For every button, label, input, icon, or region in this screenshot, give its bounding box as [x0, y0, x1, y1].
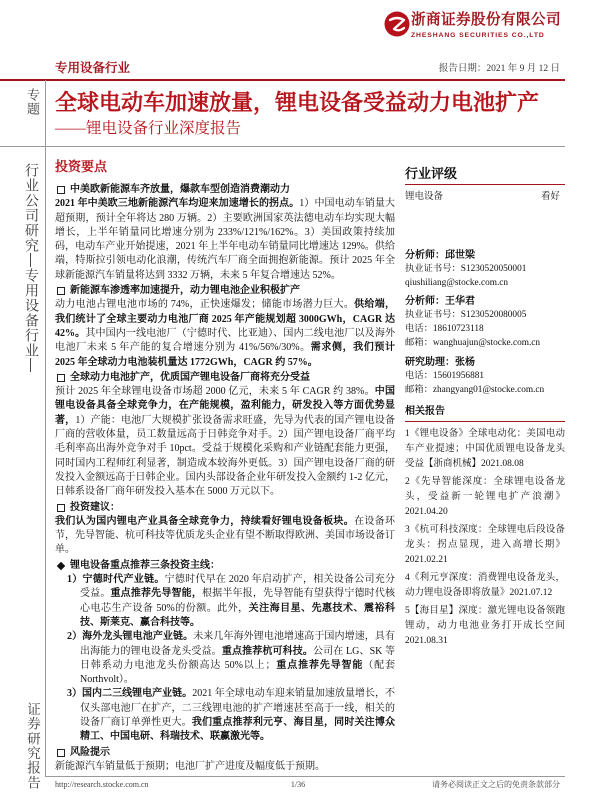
- body-text: 预计 2025 年全球锂电设备市场超 2000 亿元，未来 5 年 CAGR 约 38%。: [55, 386, 375, 398]
- analyst-cert: 执业证书号：S1230520080005: [405, 310, 527, 321]
- analyst-email[interactable]: qiushiliang@stocke.com.cn: [405, 277, 509, 288]
- page-number: 1/36: [290, 780, 306, 789]
- bold-text: 3）国内二三线锂电产业链。: [67, 688, 193, 700]
- bold-text: 重点推荐杭可科技。: [221, 645, 313, 657]
- analyst-card: [405, 356, 565, 398]
- analyst-email[interactable]: 邮箱：wanghuajun@stocke.com.cn: [405, 337, 541, 348]
- list-item: [67, 630, 395, 687]
- list-item: [67, 573, 395, 630]
- body-text: 其中国内一线电池厂（宁德时代、比亚迪）、国内二线电池厂以及海外电池厂未来 5 年产能的复合增速分别为 41%/56%/30%。: [55, 327, 395, 354]
- side-divider: [45, 80, 46, 776]
- section-heading-text: 新能源车渗透率加速提升，动力锂电池企业积极扩产: [70, 285, 300, 297]
- body-text: 新能源汽车销量低于预期；电池厂扩产进度及幅度低于预期。: [55, 760, 325, 772]
- square-bullet-icon: [57, 504, 65, 512]
- square-bullet-icon: [57, 374, 65, 382]
- sidebar-info: [405, 165, 565, 652]
- side-label-category: 行业公司研究—专用设备行业—: [24, 163, 40, 373]
- body-text: 在设备环节，先导智能、杭可科技等优质龙头企业有望不断取得欧洲、美国市场设备订单。: [55, 515, 395, 556]
- bold-text: 我们重点推荐利元亨、海目星，同时关注博众精工、中国电研、科瑞技术、联赢激光等。: [80, 716, 396, 743]
- footer-divider: [45, 776, 565, 777]
- square-bullet-icon: [57, 186, 65, 194]
- footer-url[interactable]: http://research.stocke.com.cn: [55, 780, 149, 789]
- analyst-name: 分析师：王华君: [405, 296, 475, 308]
- assistant-name: 研究助理：张杨: [405, 356, 475, 368]
- body-text: 2021 年全球电动车迎来销量加速放量增长，不仅头部电池厂在扩产，二三线锂电池的扩产增速甚至高于一线，相关的设备厂商订单弹性更大。: [80, 688, 396, 728]
- body-text: （配套 Northvolt）。: [80, 659, 395, 686]
- page-subtitle: ——锂电设备行业深度报告: [55, 120, 242, 137]
- related-reports-list: [405, 427, 565, 649]
- zheshang-logo-icon: [384, 11, 410, 37]
- section-heading-text: 投资建议：: [70, 501, 120, 513]
- section-heading: [55, 183, 395, 197]
- square-bullet-icon: [57, 749, 65, 757]
- bold-text: 中国锂电设备具备全球竞争力，在产能规模，盈利能力，研发投入等方面优势显著，: [55, 386, 396, 426]
- square-bullet-icon: [57, 287, 65, 295]
- footer-disclaimer: 请务必阅读正文之后的免责条款部分: [432, 780, 560, 789]
- brand-name-en: ZHESHANG SECURITIES CO.,LTD: [411, 32, 545, 39]
- section-heading: [55, 284, 395, 298]
- bold-text: 供给端，我们统计了全球主要动力电池厂商 2025 年产能规划超 3000GWh，CAGR 达 42%。: [55, 299, 395, 339]
- body-text: 未来几年海外锂电池增速高于国内增速，具有出海能力的锂电设备龙头受益。: [80, 631, 395, 657]
- page-title: 全球电动车加速放量，锂电设备受益动力电池扩产: [55, 90, 540, 115]
- diamond-bullet-icon: [57, 562, 65, 570]
- body-text: 动力电池占锂电池市场的 74%，正快速爆发；储能市场潜力巨大。: [55, 299, 355, 311]
- sub-heading: [55, 559, 395, 573]
- side-label-topic: 专题: [25, 88, 40, 116]
- related-report-item: 1《锂电设备》全球电动化：美国电动车产业提速；中国优质锂电设备龙头受益【浙商机械】2021.08.08: [405, 429, 565, 470]
- bold-text: 重点推荐先导智能，: [110, 588, 202, 600]
- section-paragraph: [55, 385, 395, 499]
- body-text: 1）产能：电池厂大规模扩张设备需求旺盛，先导为代表的国产锂电设备厂商的营收体量，员工数量远高于日韩竞争对手。2）国产锂电设备厂商平均毛利率高出海外竞争对手 10pct。受益于规模化采购和产业链配套能力更强，同时国内工程师红利显著，制造成本较海外更低。3）国产锂电设备厂商的研发投入金额远高于日韩企业。国内头部设备企业年研发投入金额约 1-2 亿元，日韩系设备厂商年研发投入基本在 5000 万元以下。: [55, 414, 396, 498]
- section-paragraph: [55, 298, 395, 369]
- bold-text: 2021 年中美欧三地新能源汽车均迎来加速增长的拐点。: [55, 198, 300, 210]
- bold-text: 我们认为国内锂电产业具备全球竞争力，持续看好锂电设备板块。: [55, 515, 355, 527]
- related-reports-heading: 相关报告: [405, 405, 565, 422]
- list-item: [67, 687, 395, 744]
- body-text: 公司在 LG、SK 等日韩系动力电池龙头份额高达 50%以上；: [80, 645, 396, 671]
- side-label-report-type: 证券研究报告: [25, 702, 40, 791]
- assistant-email[interactable]: 邮箱：zhangyang01@stocke.com.cn: [405, 384, 545, 395]
- section-heading-text: 全球动力电池扩产，优质国产锂电设备厂商将充分受益: [70, 371, 310, 383]
- rating-heading: 行业评级: [405, 165, 565, 185]
- section-heading-text: 中美欧新能源车齐放量，爆款车型创造消费潮动力: [70, 184, 290, 195]
- sub-heading-text: 锂电设备重点推荐三条投资主线：: [70, 559, 220, 571]
- bold-text: 需求侧，我们预计 2025 年全球动力电池装机量达 1772GWh，CAGR 约 57%。: [55, 342, 396, 368]
- header-divider: [0, 79, 565, 81]
- summary-heading: 投资要点: [55, 159, 108, 174]
- section-heading-text: 风险提示: [70, 746, 110, 758]
- section-paragraph: [55, 197, 395, 283]
- related-report-item: 2《先导智能深度：全球锂电设备龙头，受益新一轮锂电扩产浪潮》2021.04.20: [405, 477, 565, 518]
- section-paragraph: [55, 760, 395, 774]
- report-date: 报告日期：2021 年 9 月 12 日: [438, 64, 560, 74]
- bold-text: 重点推荐先导智能: [275, 659, 364, 671]
- bold-text: 1）宁德时代产业链。: [67, 574, 165, 586]
- industry-label: 专用设备行业: [55, 61, 131, 75]
- related-report-item: 5【海目星】深度：激光锂电设备领跑锂动，动力电池业务打开成长空间 2021.08.31: [405, 606, 565, 647]
- body-text: 根据半年报，先导智能有望获得宁德时代核心电芯生产设备 50%的份额。此外，: [80, 588, 395, 614]
- rating-sector: 锂电设备: [405, 192, 444, 202]
- rating-view: 看好: [540, 192, 560, 202]
- title-divider: [0, 146, 565, 147]
- bold-text: 关注海目星、先惠技术、震裕科技、斯莱克、赢合科技等。: [80, 602, 395, 628]
- analyst-name: 分析师：邱世梁: [405, 249, 475, 261]
- analyst-cert: 执业证书号：S1230520050001: [405, 263, 527, 274]
- body-text: 1）中国电动车销量大超预期，预计全年将达 280 万辆。2）主要欧洲国家英法德电动车均实现大幅增长，上半年销量同比增速分别为 233%/121%/162%。3）美国政策持续加码，电动车产业开始提速，2021 年上半年电动车销量同比增速达 129%。供给端，特斯拉引领电动化浪潮，传统汽车厂商全面拥抱新能源。预计 2025 年全球新能源汽车销量将达到 3332 万辆，未来 5 年复合增速达 52%。: [55, 198, 395, 281]
- section-heading: [55, 746, 395, 760]
- bold-text: 2）海外龙头锂电池产业链。: [67, 631, 194, 643]
- rating-row: [405, 191, 565, 205]
- analyst-card: [405, 249, 565, 291]
- assistant-phone: 电话：15601956881: [405, 370, 485, 381]
- brand-name-cn: 浙商证券股份有限公司: [411, 12, 561, 28]
- body-text: 宁德时代早在 2020 年启动扩产，相关设备公司充分受益。: [80, 574, 396, 600]
- related-report-item: 4《利元亨深度：消费锂电设备龙头，动力锂电设备即将放量》2021.07.12: [405, 573, 565, 599]
- section-paragraph: [55, 515, 395, 558]
- analyst-card: [405, 295, 565, 350]
- section-heading: [55, 371, 395, 385]
- analyst-phone: 电话：18610723118: [405, 324, 484, 335]
- section-heading: [55, 501, 395, 515]
- summary-body: [55, 182, 395, 774]
- related-report-item: 3《杭可科技深度：全球锂电后段设备龙头：拐点显现，进入高增长期》2021.02.21: [405, 525, 565, 566]
